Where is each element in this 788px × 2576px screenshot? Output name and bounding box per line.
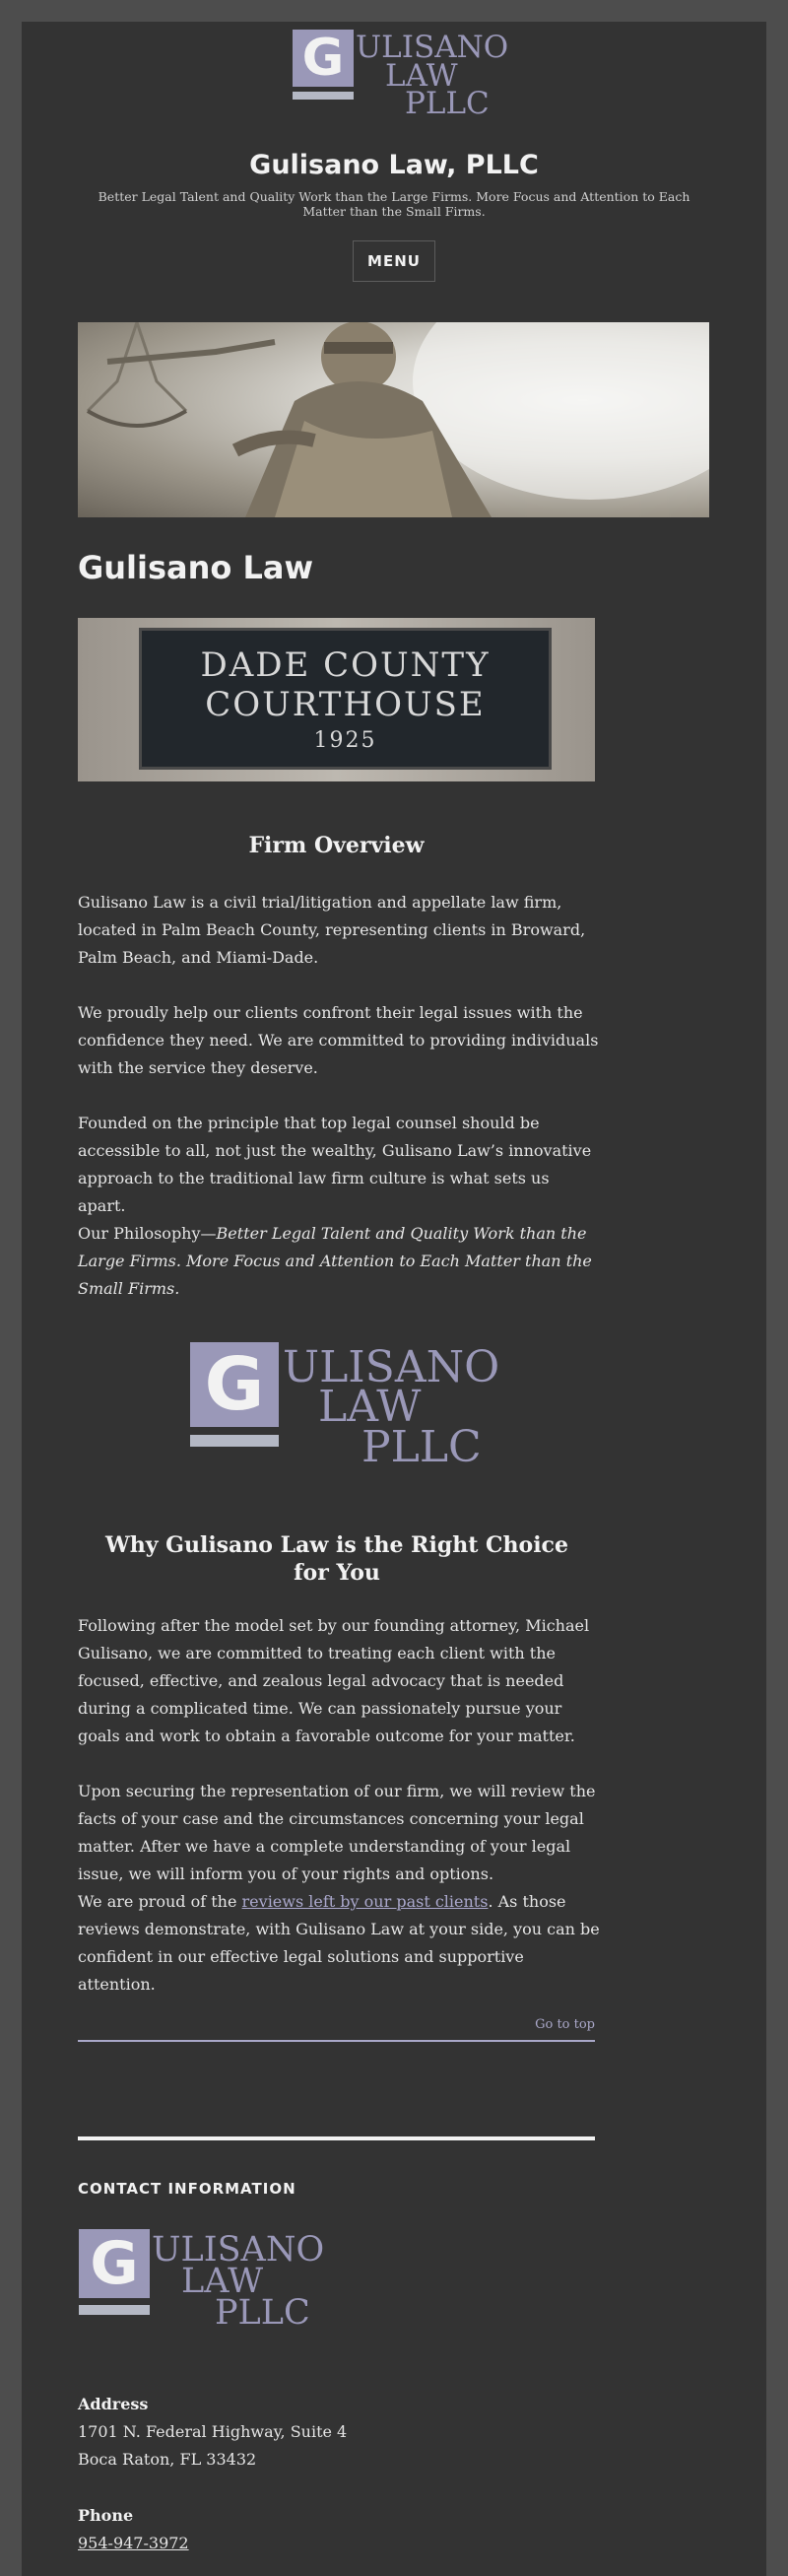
- plaque-line1: DADE COUNTY: [200, 644, 491, 685]
- footer-logo-letter: G: [79, 2229, 150, 2298]
- philosophy-paragraph: [78, 1220, 600, 1303]
- reviews-link[interactable]: reviews left by our past clients: [241, 1892, 489, 1911]
- why-paragraph-1: Following after the model set by our founding attorney, Michael Gulisano, we are committed to treating each client with the focused, effective, and zealous legal advocacy that is needed during a complicated time. We can passionately pursue your goals and work to obtain a favorable outcome for your matter.: [78, 1616, 590, 1745]
- logo-letter: G: [293, 30, 354, 87]
- plaque-line3: 1925: [313, 727, 377, 753]
- content-logo-mark: [190, 1342, 279, 1447]
- site-title[interactable]: Gulisano Law, PLLC: [249, 150, 539, 180]
- logo-line2: LAW: [385, 57, 458, 94]
- footer-logo-wordmark: [152, 2230, 325, 2334]
- logo-wordmark: [356, 30, 509, 122]
- content-logo-line1: ULISANO: [283, 1342, 500, 1392]
- address-line-1: 1701 N. Federal Highway, Suite 4: [78, 2422, 348, 2441]
- why-paragraph-2: Upon securing the representation of our firm, we will review the facts of your case and the circumstances concerning your legal matter. After we have a complete understanding of your legal issue, we will inform you of your rights and options.: [78, 1782, 596, 1883]
- page-panel: [22, 22, 766, 2576]
- plaque-line2: COURTHOUSE: [205, 684, 486, 724]
- site-description: Better Legal Talent and Quality Work than the Large Firms. More Focus and Attention to Each Matter than the Small Firms.: [98, 189, 690, 219]
- content-logo-line2: LAW: [318, 1382, 422, 1433]
- footer-logo-line2: LAW: [181, 2262, 264, 2302]
- contact-heading: CONTACT INFORMATION: [78, 2180, 296, 2198]
- hero-image-lady-justice: [78, 322, 709, 517]
- why-p3-before: We are proud of the: [78, 1892, 242, 1911]
- footer-logo: [79, 2229, 325, 2334]
- menu-button[interactable]: MENU: [353, 240, 435, 282]
- footer-logo-mark: [79, 2229, 150, 2315]
- footer-divider: [78, 2136, 595, 2140]
- overview-paragraph-1: Gulisano Law is a civil trial/litigation and appellate law firm, located in Palm Beach County, representing clients in Broward, Palm Beach, and Miami-Dade.: [78, 893, 586, 967]
- why-paragraph-3: [78, 1888, 600, 1999]
- overview-paragraph-3: Founded on the principle that top legal counsel should be accessible to all, not just the wealthy, Gulisano Law’s innovative approach to the traditional law firm culture is what sets us apart.: [78, 1114, 592, 1215]
- lady-justice-illustration: [78, 322, 709, 517]
- courthouse-plaque: [139, 628, 552, 770]
- address-label: Address: [78, 2395, 149, 2413]
- footer-logo-line3: PLLC: [215, 2293, 310, 2334]
- why-p3-after: . As those reviews demonstrate, with Gulisano Law at your side, you can be confident in our effective legal solutions and supportive attention.: [78, 1892, 600, 1994]
- overview-paragraph-2: We proudly help our clients confront their legal issues with the confidence they need. We are committed to providing individuals with the service they deserve.: [78, 1003, 599, 1077]
- site-logo[interactable]: [293, 29, 509, 122]
- content-logo-wordmark: [283, 1342, 500, 1472]
- go-to-top-link[interactable]: Go to top: [78, 2017, 595, 2042]
- phone-link[interactable]: 954-947-3972: [78, 2534, 189, 2552]
- logo-line3: PLLC: [405, 86, 490, 122]
- footer-logo-bar: [79, 2305, 150, 2315]
- content-logo: [190, 1342, 500, 1472]
- why-heading: Why Gulisano Law is the Right Choice for You: [105, 1532, 568, 1586]
- logo-bar: [293, 92, 354, 100]
- address-line-2: Boca Raton, FL 33432: [78, 2450, 257, 2469]
- logo-mark: [293, 30, 354, 100]
- footer-logo-line1: ULISANO: [152, 2230, 325, 2270]
- content-logo-line3: PLLC: [361, 1421, 482, 1472]
- logo-line1: ULISANO: [356, 30, 509, 65]
- philosophy-text: Better Legal Talent and Quality Work than the Large Firms. More Focus and Attention to Each Matter than the Small Firms.: [78, 1224, 592, 1298]
- content-logo-letter: G: [190, 1342, 279, 1427]
- courthouse-sign-image: [78, 618, 595, 781]
- content-logo-bar: [190, 1435, 279, 1447]
- philosophy-label: Our Philosophy—: [78, 1224, 217, 1243]
- page-title: Gulisano Law: [78, 549, 314, 586]
- firm-overview-heading: Firm Overview: [248, 833, 425, 858]
- phone-label: Phone: [78, 2506, 134, 2525]
